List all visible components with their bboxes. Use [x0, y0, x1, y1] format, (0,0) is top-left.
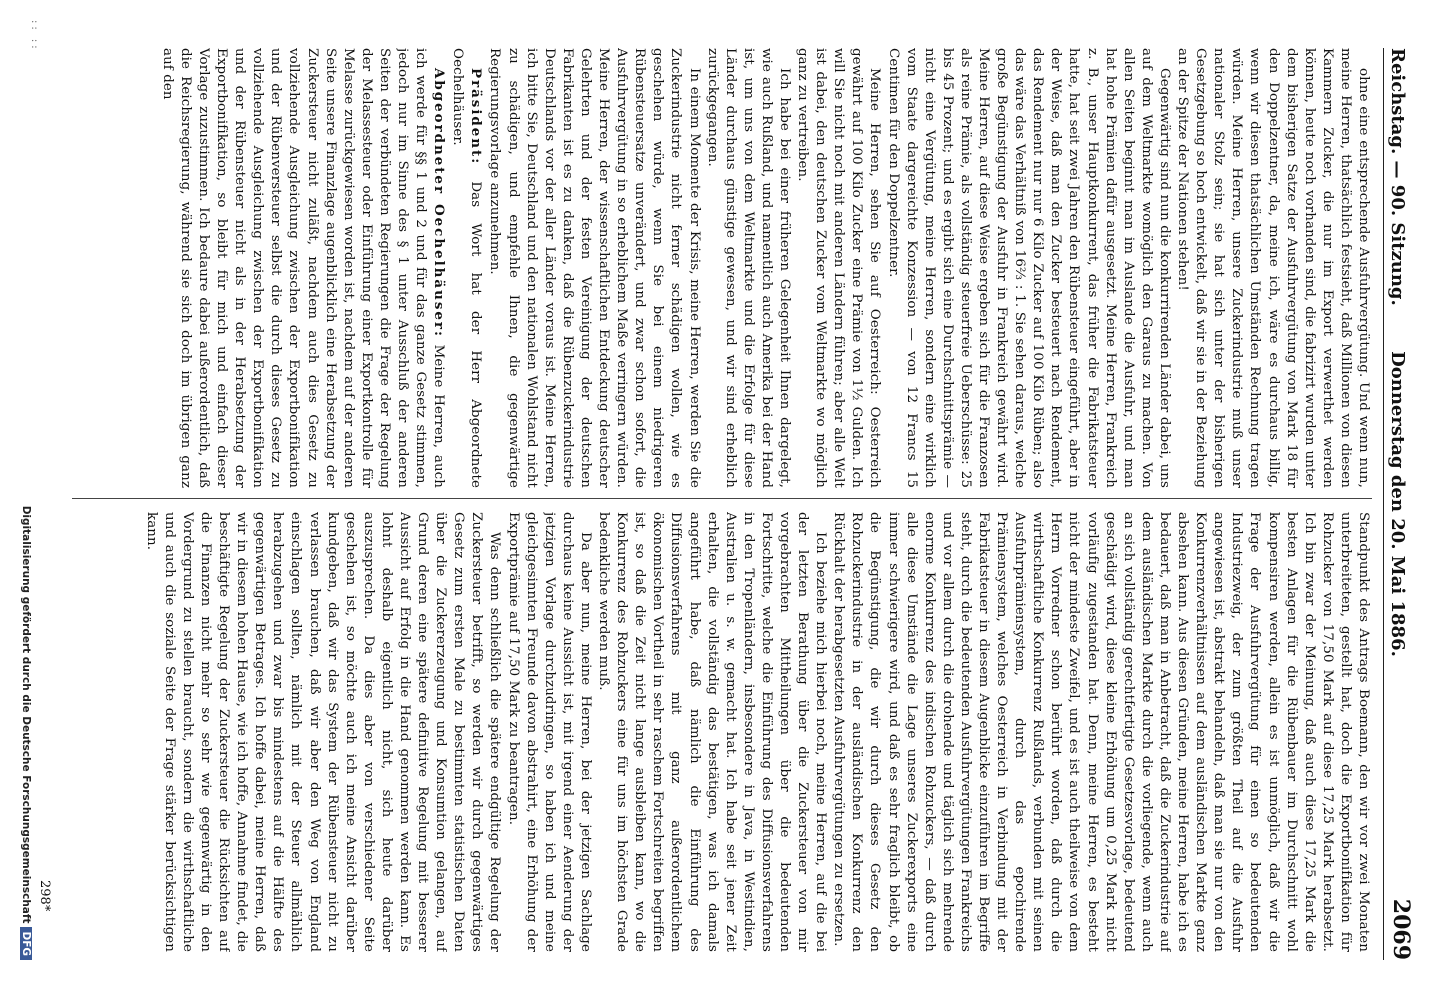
header-date: Donnerstag den 20. Mai 1886. — [1387, 351, 1408, 657]
paragraph: Meine Herren, sehen Sie auf Oesterreich: Oesterreich gewährt auf 100 Kilo Zucker eine Prämie von 1½ Gulden. Ich will Sie nicht noch mit anderen Ländern führen; aber alle Welt ist dabei, den deutschen Zucker vom Weltmarkte wo möglich ganz zu vertreiben. — [795, 48, 883, 488]
column-left — [67, 48, 1372, 488]
speech-text: Meine Herren, auch ich werde für §§ 1 und 2 und für das ganze Gesetz stimmen, jedoch nur im Sinne des § 1 unter Ausschluß der anderen Seiten der verbündeten Regierungen die Frage der Regelung der Melassesteuer oder Einführung einer Exportkontrolle für Melasse zurückgewiesen worden ist, nachdem auf der anderen Seite unsere Finanzlage augenblicklich eine Herabsetzung der Zuckersteuer nicht zuläßt, nachdem auch dies Gesetz zu vollziehende Ausgleichung zwischen der Exportbonifikation und der Rübenversteuer selbst die durch dieses Gesetz zu vollziehende Ausgleichung zwischen der Exportbonifikation und der Rübensteuer nicht als in der Herabsetzung der Exportbonifikation, so bleibt für mich und einfach dieser Vorlage zuzustimmen. Ich bedaure dabei außerordentlich, daß die Reichsregierung, während sie sich doch im übrigen ganz auf den — [159, 48, 447, 488]
scan-margin — [0, 0, 48, 1000]
header-rule — [1383, 48, 1384, 960]
paragraph: ohne eine entsprechende Ausfuhrvergütung. Und wenn nun, meine Herren, thatsächlich festsieht, daß Millionen von diesen Kammern Zucker, die nur im Export verwerthet werden können, heute noch vorhanden sind, die fabrizirt wurden unter dem bisherigen Satze der Ausfuhrvergütung von Mark 18 für den Doppelzentner, da, meine ich, wäre es durchaus billig, wenn wir diesen thatsächlichen Umständen Rechnung tragen würden. Meine Herren, unsere Zuckerindustrie muß unser nationaler Stolz sein; sie hat sich unter der bisherigen Gesetzgebung so hoch entwickelt, daß wir sie in der Beziehung an der Spitze der Nationen stehen! — [1175, 48, 1371, 488]
digitization-note — [20, 506, 32, 960]
president-label: Präsident: — [468, 68, 485, 166]
paragraph: In einem Momente der Krisis, meine Herren, werden Sie die Zuckerindustrie nicht ferner schädigen wollen, wie es geschehen würde, wenn Sie bei einem niedrigeren Rübensteuersatze unverändert, und zwar schon sofort, die Ausfuhrvergütung in so erheblichem Maße verringern würden. Meine Herren, der wissenschaftlichen Entdeckung deutscher Gelehrten und der festen Vereinigung der deutschen Fabrikanten ist es zu danken, daß die Rübenzuckerindustrie Deutschlands vor der aller Länder voraus ist. Meine Herren, ich bitte Sie, Deutschland und den nationalen Wohlstand nicht zu schädigen, und empfehle Ihnen, die gegenwärtige Regierungsvorlage anzunehmen. — [487, 48, 702, 488]
speaker-label: Abgeordneter Oechelhäuser: — [431, 68, 448, 338]
speech — [158, 48, 449, 488]
crop-marks: :: :: — [29, 20, 40, 52]
paragraph: Was denn schließlich die spätere endgültige Regelung der Zuckersteuer betrifft, so werden wir durch gegenwärtiges Gesetz zum ersten Male zu bestimmten statistischen Daten über die Zuckererzeugung und Konsumtion gelangen, auf Grund deren eine spätere definitive Regelung mit besserer Aussicht auf Erfolg in die Hand genommen werden kann. Es lohnt deshalb eigentlich nicht, sich heute darüber auszusprechen. Da dies aber von verschiedener Seite geschehen ist, so möchte auch ich meine Ansicht darüber kundgeben, daß wir das System der Rübensteuer nicht zu verlassen brauchen, daß wir aber den Weg von England einschlagen sollten, nämlich mit der Steuer allmählich herabzugehen und zwar bis mindestens auf die Hälfte des gegenwärtigen Betrages. Ich hoffe dabei, meine Herren, daß wir in diesem hohen Hause, wie ich hoffe, Annahme findet, die beschäftigte Regelung der Zuckersteuer die Rücksichten auf die Finanzen nicht mehr so sehr wie gegenwärtig in den Vordergrund zu stellen braucht, sondern die wirthschaftliche und auch die soziale Seite der Frage stärker berücksichtigen kann. — [143, 512, 503, 952]
president-text: Das Wort hat der Herr Abgeordnete Oechelhäuser. — [450, 48, 484, 488]
paragraph: Ich habe bei einer früheren Gelegenheit Ihnen dargelegt, wie auch Rußland, und namentlich auch Amerika bei der Hand ist, um uns von dem Weltmarkte und die Erfolge für diese Länder durchaus günstige gewesen, und wir sind erheblich zurückgegangen. — [704, 48, 792, 488]
paragraph: Gegenwärtig sind nun die konkurrirenden Länder dabei, uns auf dem Weltmarkte womöglich den Garaus zu machen. Von allen Seiten beginnt man im Auslande die Ausfuhr, und man hat hohe Prämien dafür ausgesetzt. Meine Herren, Frankreich z. B., unser Hauptkonkurrent, das früher die Fabrikatsteuer hatte, hat seit zwei Jahren den Rübensteuer eingeführt, aber in der Weise, daß man den Zucker besteuert nach Rendement, das Rendement nur nur 6 Kilo Zucker auf 100 Kilo Rüben; also das wäre das Verhältniß von 16⅔ : 1. Sie sehen daraus, welche große Begünstigung der Ausfuhr in Frankreich gewährt wird. Meine Herren, auf diese Weise ergeben sich für die Franzosen als reine Prämie, als vollständig steuerfreie Ueberschüsse: 25 bis 45 Prozent; und es ergibt sich eine Durchschnittsprämie — nicht eine Vergütung, meine Herren, sondern eine wirklich vom Staate dargereichte Konzession — von 12 Francs 15 Centimen für den Doppelzentner. — [885, 48, 1172, 488]
signature-mark: 298* — [37, 880, 52, 912]
column-divider — [72, 498, 1372, 499]
header-session: Reichstag. — 90. Sitzung. — [1387, 48, 1408, 306]
paragraph: Standpunkt des Antrags Boemann, den wir vor zwei Monaten unterbreiteten, gestellt hat, doch die Exportbonifikation für Rohzucker von 17,50 Mark auf diese 17,25 Mark herabsetzt. Ich bin zwar der Meinung, daß auch diese 17,25 Mark die besten Anlagen für die Rübenbauer im Durchschnitt wohl kompensiren werden, allein es ist unmöglich, daß wir die Frage der Ausfuhrvergütung für einen so bedeutenden Industriezweig, der zum größten Theil auf die Ausfuhr angewiesen ist, abstrakt behandeln, daß man sie nur von den Konkurrenzverhältnissen auf dem ausländischen Markte ganz absehen kann. Aus diesen Gründen, meine Herren, habe ich es bedauert, daß man in Anbetracht, daß die Zuckerindustrie auf dem ausländischen Markte durch die vorliegende, wenn auch an sich vollständig gerechtfertigte Gesetzesvorlage, bedeutend geschädigt wird, diese kleine Erhöhung um 0,25 Mark nicht vorläufig zugestanden hat. Denn, meine Herren, es besteht nicht der mindeste Zweifel, und es ist auch theilweise von dem Herrn Vorredner schon berührt worden, daß durch die wirthschaftliche Konkurrenz Rußlands, verbunden mit seinen Ausfuhrprämiensystem, durch das epochirende Prämiensystem, welches Oesterreich in Verbindung mit der Fabrikatsteuer in diesem Augenblicke einzuführen im Begriffe steht, durch die bedeutenden Ausfuhrvergütungen Frankreichs und vor allem durch die drohende und täglich sich mehrende enorme Konkurrenz des indischen Rohzuckers, — daß durch alle diese Umstände die Lage unseres Zuckerexports eine immer schwierigere wird, und daß es sehr fraglich bleibt, ob die Begünstigung, die wir durch dieses Gesetz den Rohzuckerindustrie in der ausländischen Konkurrenz den Rückhalt der herabgesetzten Ausfuhrvergütungen zu ersetzen. — [831, 512, 1371, 952]
president-remark — [448, 48, 485, 488]
dfg-logo: DFG — [20, 927, 32, 960]
paragraph: Da aber nun, meine Herren, bei der jetzigen Sachlage durchaus keine Aussicht ist, mit irgend einer Aenderung der jetzigen Vorlage durchzudringen, so haben ich und meine gleichgesinnten Freunde davon abstrahirt, eine Erhöhung der Exportprämie auf 17,50 Mark zu beantragen. — [505, 512, 593, 952]
page-number: 2069 — [1388, 898, 1414, 960]
running-head — [1384, 48, 1414, 960]
paragraph: Ich beziehe mich hierbei noch, meine Herren, auf die bei der letzten Berathung über die Zuckersteuer von mir vorgebrachten Mittheilungen über die bedeutenden Fortschritte, welche die Einführung des Diffusionsverfahrens in den Tropenländern, insbesondere in Java, in Westindien, Australien u. s. w. gemacht hat. Ich habe seit jener Zeit erhalten, die vollständig das bestätigen, was ich damals angeführt habe, daß nämlich die Einführung des Diffusionsverfahrens mit ganz außerordentlichem ökonomischen Vortheil in sehr raschem Fortschreiten begriffen ist, so daß die Zeit nicht lange ausbleiben kann, wo die Konkurrenz des Rohzuckers eine für uns im höchsten Grade bedenkliche werden muß. — [596, 512, 829, 952]
digitization-text: Digitalisierung gefördert durch die Deutsche Forschungsgemeinschaft — [20, 505, 32, 924]
column-right — [67, 512, 1372, 952]
